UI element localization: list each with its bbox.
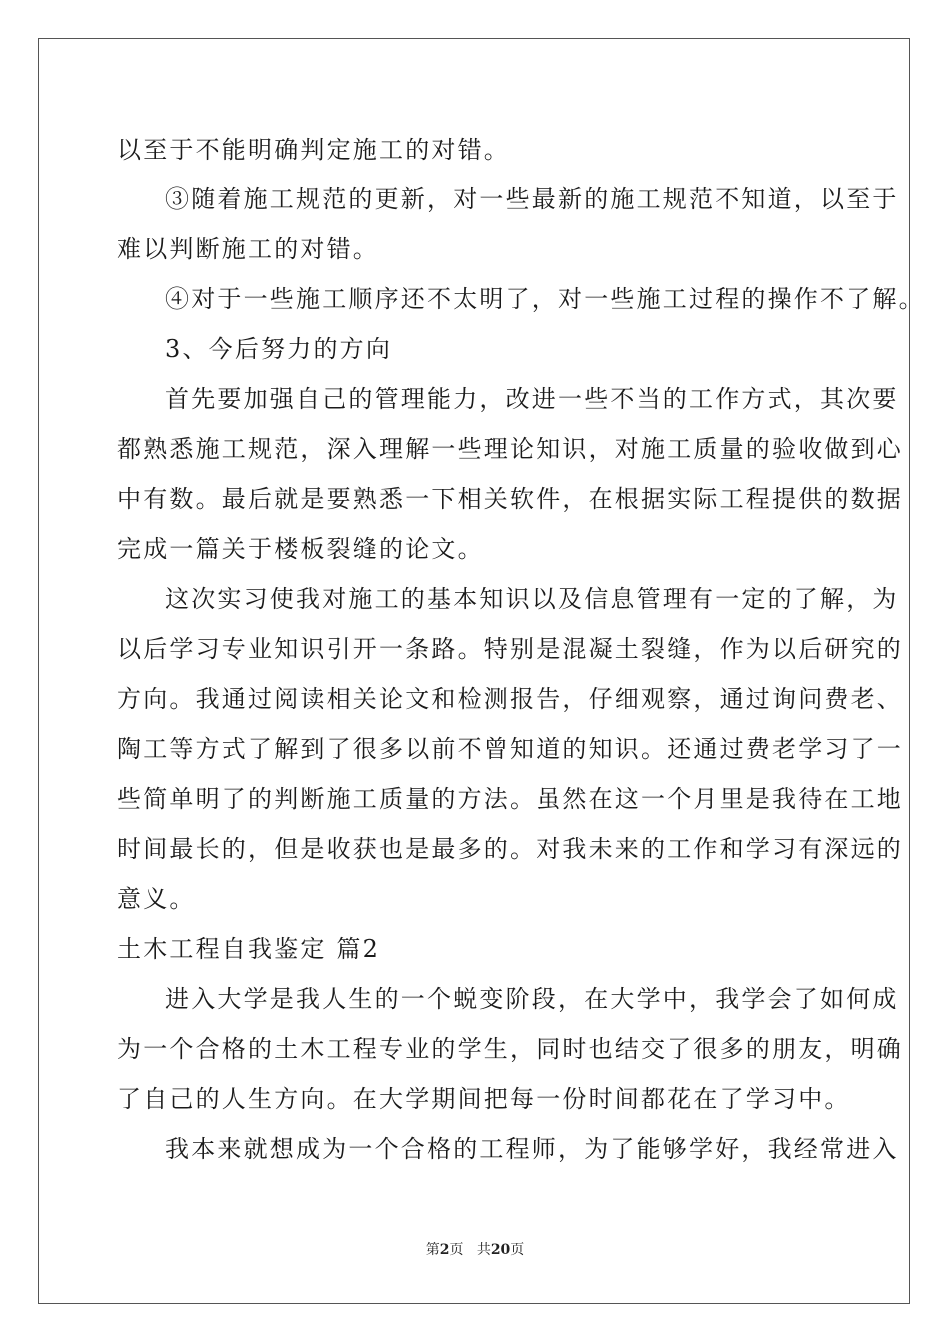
text-line: 了自己的人生方向。在大学期间把每一份时间都花在了学习中。	[117, 1085, 851, 1113]
page-number: 2	[439, 1242, 450, 1258]
text-line: 首先要加强自己的管理能力，改进一些不当的工作方式，其次要	[165, 385, 899, 413]
text-line: 意义。	[117, 885, 196, 913]
page-footer	[0, 1241, 950, 1259]
text-line: 方向。我通过阅读相关论文和检测报告，仔细观察，通过询问费老、	[117, 685, 903, 713]
page-border	[38, 38, 910, 1304]
text-line: 以至于不能明确判定施工的对错。	[117, 136, 510, 164]
text-line: 完成一篇关于楼板裂缝的论文。	[117, 535, 484, 563]
text-line: 都熟悉施工规范，深入理解一些理论知识，对施工质量的验收做到心	[117, 435, 903, 463]
text-line: ④对于一些施工顺序还不太明了，对一些施工过程的操作不了解。	[165, 285, 925, 313]
text-line: 这次实习使我对施工的基本知识以及信息管理有一定的了解，为	[165, 585, 899, 613]
text-line: ③随着施工规范的更新，对一些最新的施工规范不知道，以至于	[165, 185, 899, 213]
text-line: 进入大学是我人生的一个蜕变阶段，在大学中，我学会了如何成	[165, 985, 899, 1013]
total-suffix: 页	[510, 1242, 525, 1258]
text-line: 些简单明了的判断施工质量的方法。虽然在这一个月里是我待在工地	[117, 785, 903, 813]
article-title: 土木工程自我鉴定 篇2	[117, 935, 381, 963]
text-line: 以后学习专业知识引开一条路。特别是混凝土裂缝，作为以后研究的	[117, 635, 903, 663]
total-prefix: 共	[476, 1242, 491, 1258]
text-line: 时间最长的，但是收获也是最多的。对我未来的工作和学习有深远的	[117, 835, 903, 863]
text-line: 难以判断施工的对错。	[117, 235, 379, 263]
page-suffix: 页	[449, 1242, 464, 1258]
section-heading: 3、今后努力的方向	[165, 335, 393, 363]
page-prefix: 第	[425, 1242, 440, 1258]
text-line: 中有数。最后就是要熟悉一下相关软件，在根据实际工程提供的数据	[117, 485, 903, 513]
text-line: 陶工等方式了解到了很多以前不曾知道的知识。还通过费老学习了一	[117, 735, 903, 763]
text-line: 为一个合格的土木工程专业的学生，同时也结交了很多的朋友，明确	[117, 1035, 903, 1063]
text-line: 我本来就想成为一个合格的工程师，为了能够学好，我经常进入	[165, 1135, 899, 1163]
total-pages: 20	[490, 1242, 511, 1258]
